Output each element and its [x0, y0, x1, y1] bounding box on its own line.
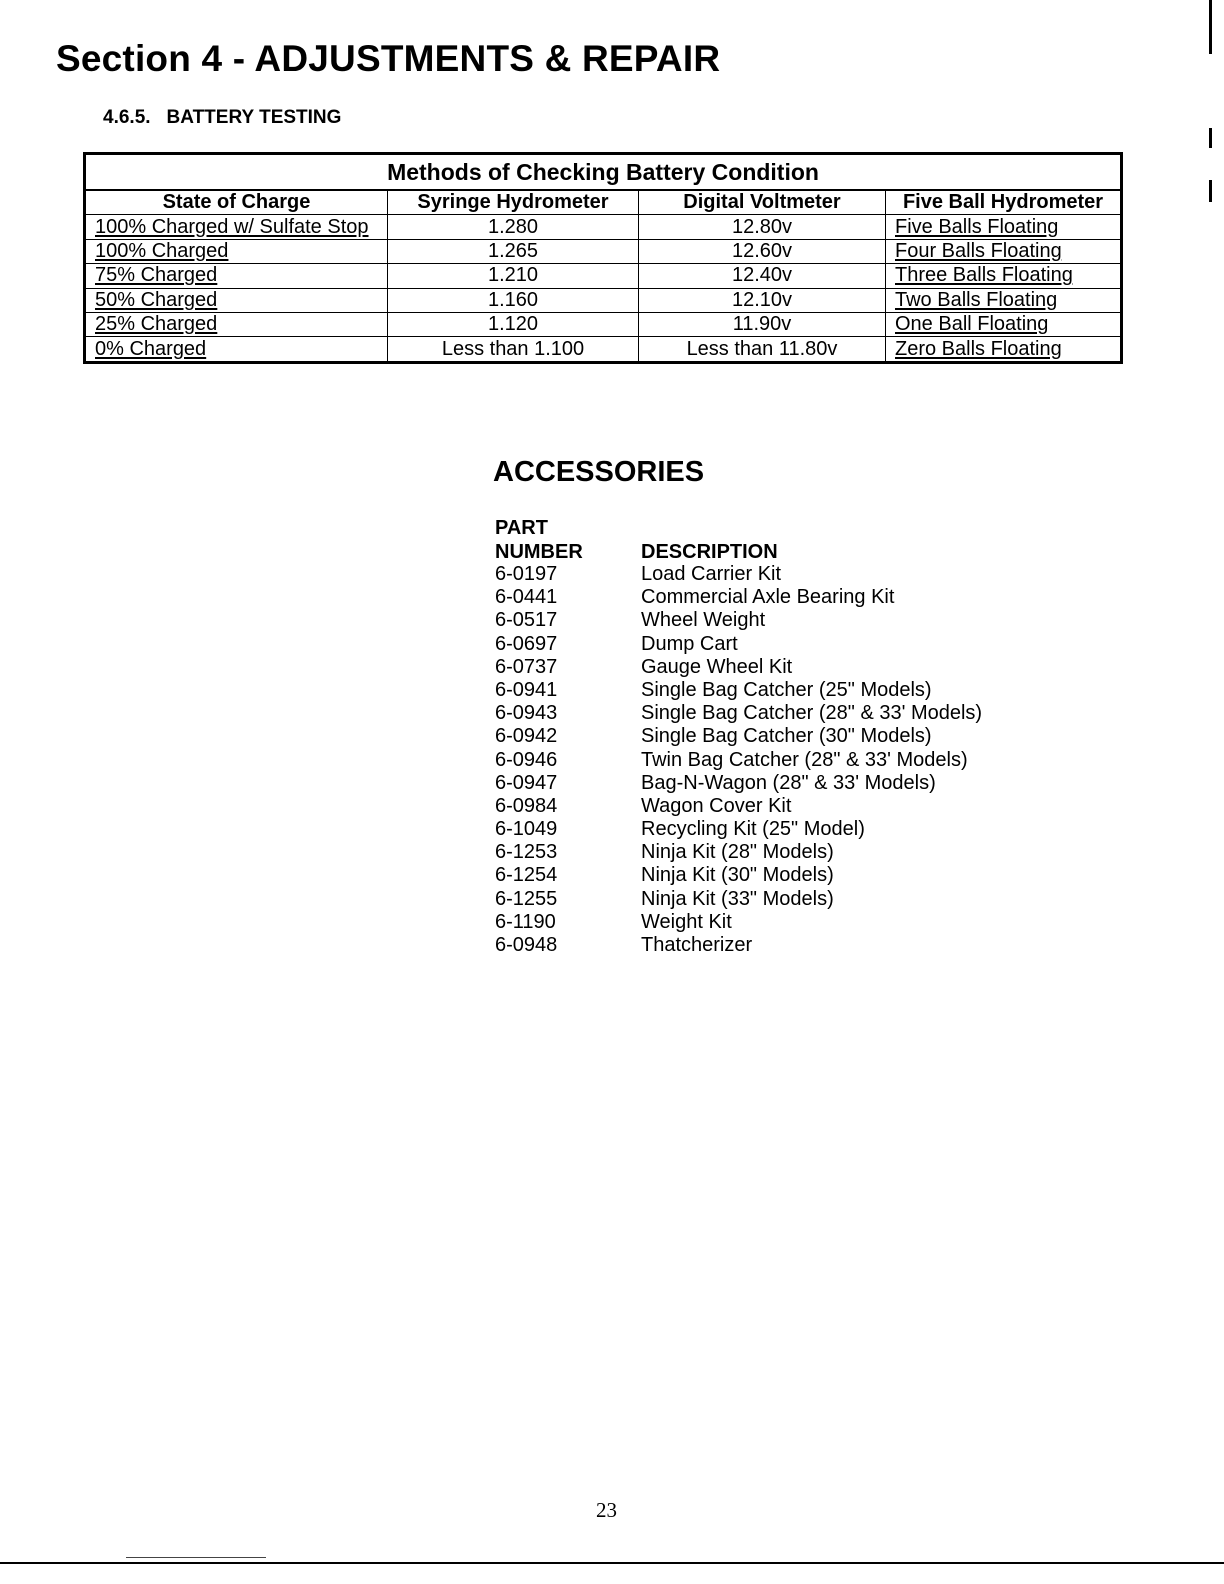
part-number: 6-0984 — [495, 794, 558, 817]
accessories-list — [495, 563, 982, 957]
table-row — [85, 312, 1122, 336]
part-number: 6-0946 — [495, 748, 558, 771]
part-number: 6-0517 — [495, 609, 558, 632]
table-cell: 0% Charged — [85, 337, 388, 362]
list-item — [495, 888, 982, 911]
description-header: DESCRIPTION — [641, 541, 778, 563]
table-cell: One Ball Floating — [886, 312, 1122, 336]
part-number: 6-1049 — [495, 818, 558, 841]
part-number: 6-0942 — [495, 725, 558, 748]
list-item — [495, 586, 982, 609]
part-header-line-2: NUMBER — [495, 541, 583, 563]
list-item — [495, 609, 982, 632]
table-row — [85, 288, 1122, 312]
table-cell: 12.80v — [639, 215, 886, 239]
table-cell: Five Balls Floating — [886, 215, 1122, 239]
table-cell: 100% Charged — [85, 239, 388, 263]
accessories-title: ACCESSORIES — [493, 456, 705, 488]
table-cell: 1.160 — [388, 288, 639, 312]
table-cell: 12.40v — [639, 264, 886, 288]
part-number: 6-0197 — [495, 563, 558, 585]
table-cell: Less than 1.100 — [388, 337, 639, 362]
part-description: Commercial Axle Bearing Kit — [641, 586, 895, 609]
scan-edge-mark — [1209, 0, 1212, 54]
list-item — [495, 725, 982, 748]
list-item — [495, 656, 982, 679]
page-number: 23 — [596, 1498, 617, 1522]
part-description: Gauge Wheel Kit — [641, 655, 793, 678]
table-row — [85, 239, 1122, 263]
part-description: Twin Bag Catcher (28" & 33' Models) — [641, 748, 968, 771]
list-item — [495, 749, 982, 772]
table-row — [85, 215, 1122, 239]
table-cell: Less than 11.80v — [639, 337, 886, 362]
scan-edge-line — [126, 1557, 266, 1558]
table-cell: Four Balls Floating — [886, 239, 1122, 263]
part-number: 6-1253 — [495, 841, 558, 864]
list-item — [495, 772, 982, 795]
subsection-heading — [103, 107, 341, 129]
part-header-line-1: PART — [495, 517, 548, 539]
part-number: 6-0943 — [495, 702, 558, 725]
part-description: Thatcherizer — [641, 934, 753, 956]
part-number: 6-1190 — [495, 910, 556, 933]
part-number: 6-0737 — [495, 655, 558, 678]
part-number: 6-0697 — [495, 632, 558, 655]
part-description: Load Carrier Kit — [641, 563, 782, 585]
part-description: Dump Cart — [641, 632, 738, 655]
part-number: 6-0947 — [495, 771, 558, 794]
part-number-header — [495, 516, 583, 564]
part-description: Ninja Kit (33" Models) — [641, 887, 834, 910]
scan-edge-mark — [1209, 180, 1212, 202]
list-item — [495, 795, 982, 818]
list-item — [495, 563, 982, 586]
subsection-title: BATTERY TESTING — [166, 107, 342, 128]
table-header-row — [85, 190, 1122, 215]
list-item — [495, 679, 982, 702]
part-description: Bag-N-Wagon (28" & 33' Models) — [641, 771, 936, 794]
list-item — [495, 841, 982, 864]
part-description: Single Bag Catcher (25" Models) — [641, 678, 932, 701]
part-number: 6-0941 — [495, 678, 558, 701]
table-cell: 75% Charged — [85, 264, 388, 288]
section-title: Section 4 - ADJUSTMENTS & REPAIR — [56, 38, 721, 79]
table-cell: 25% Charged — [85, 312, 388, 336]
part-number: 6-0441 — [495, 586, 558, 609]
table-cell: 100% Charged w/ Sulfate Stop — [85, 215, 388, 239]
table-cell: 12.60v — [639, 239, 886, 263]
table-cell: Zero Balls Floating — [886, 337, 1122, 362]
table-cell: Two Balls Floating — [886, 288, 1122, 312]
part-number: 6-0948 — [495, 934, 558, 956]
table-cell: 12.10v — [639, 288, 886, 312]
part-description: Weight Kit — [641, 910, 732, 933]
column-header: State of Charge — [85, 190, 388, 215]
part-number: 6-1254 — [495, 864, 558, 887]
part-description: Wheel Weight — [641, 609, 766, 632]
table-cell: 50% Charged — [85, 288, 388, 312]
part-description: Ninja Kit (28" Models) — [641, 841, 834, 864]
part-description: Ninja Kit (30" Models) — [641, 864, 834, 887]
subsection-number: 4.6.5. — [103, 107, 151, 128]
list-item — [495, 702, 982, 725]
table-caption: Methods of Checking Battery Condition — [85, 154, 1122, 191]
list-item — [495, 633, 982, 656]
list-item — [495, 934, 982, 957]
list-item — [495, 864, 982, 887]
battery-condition-table — [83, 152, 1123, 364]
table-row — [85, 337, 1122, 362]
table-cell: 1.210 — [388, 264, 639, 288]
column-header: Syringe Hydrometer — [388, 190, 639, 215]
part-number: 6-1255 — [495, 887, 558, 910]
table-cell: Three Balls Floating — [886, 264, 1122, 288]
table-cell: 1.120 — [388, 312, 639, 336]
table-cell: 1.280 — [388, 215, 639, 239]
table-cell: 1.265 — [388, 239, 639, 263]
table-cell: 11.90v — [639, 312, 886, 336]
part-description: Single Bag Catcher (28" & 33' Models) — [641, 702, 983, 725]
column-header: Five Ball Hydrometer — [886, 190, 1122, 215]
scan-edge-line — [0, 1562, 1224, 1564]
table-row — [85, 264, 1122, 288]
part-description: Single Bag Catcher (30" Models) — [641, 725, 932, 748]
scan-edge-mark — [1209, 128, 1212, 148]
list-item — [495, 911, 982, 934]
list-item — [495, 818, 982, 841]
part-description: Wagon Cover Kit — [641, 794, 792, 817]
column-header: Digital Voltmeter — [639, 190, 886, 215]
part-description: Recycling Kit (25" Model) — [641, 818, 865, 841]
